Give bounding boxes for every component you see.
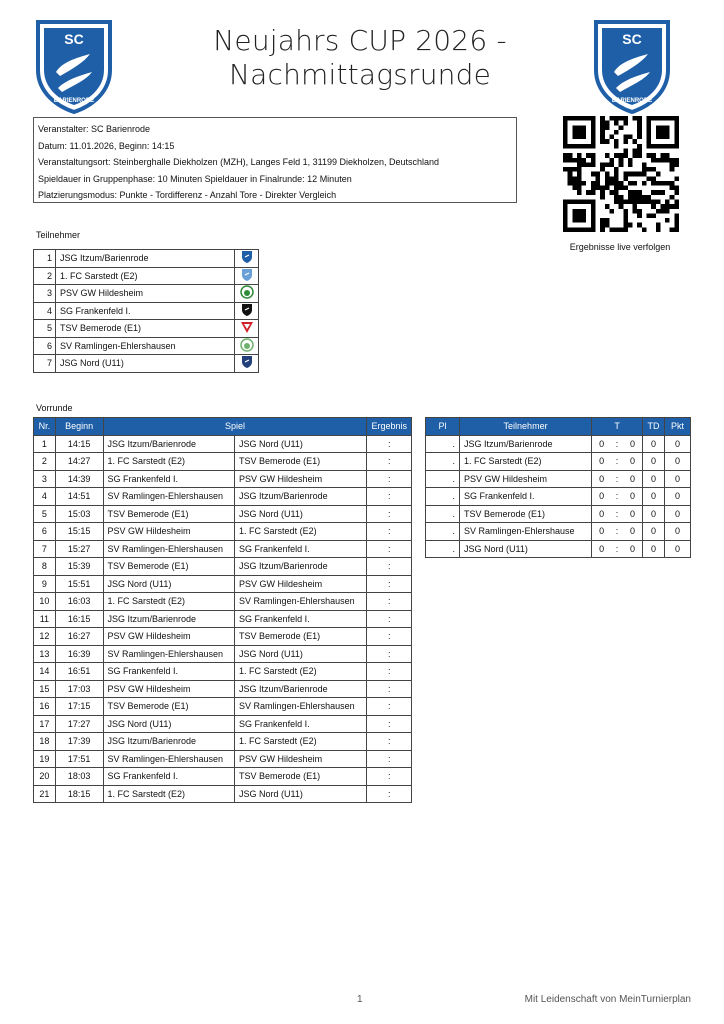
match-time: 18:15 [55, 785, 103, 803]
match-number: 11 [34, 610, 56, 628]
match-home-team: SV Ramlingen-Ehlershausen [103, 750, 235, 768]
match-away-team: PSV GW Hildesheim [235, 750, 367, 768]
standing-goal-diff: 0 [643, 505, 665, 523]
standing-points: 0 [665, 453, 691, 471]
standing-points: 0 [665, 435, 691, 453]
table-header-row [34, 418, 412, 436]
standing-points: 0 [665, 488, 691, 506]
match-away-team: SG Frankenfeld I. [235, 610, 367, 628]
table-row [34, 663, 412, 681]
match-result: : [367, 540, 412, 558]
match-away-team: SV Ramlingen-Ehlershausen [235, 593, 367, 611]
table-row [426, 540, 691, 558]
table-row [34, 628, 412, 646]
match-result: : [367, 733, 412, 751]
match-time: 17:15 [55, 698, 103, 716]
match-time: 16:15 [55, 610, 103, 628]
team-number: 3 [34, 285, 56, 303]
table-row [34, 645, 412, 663]
match-away-team: JSG Nord (U11) [235, 435, 367, 453]
table-row [34, 733, 412, 751]
match-time: 15:15 [55, 523, 103, 541]
table-row [426, 523, 691, 541]
match-result: : [367, 663, 412, 681]
info-organizer: Veranstalter: SC Barienrode [38, 124, 151, 134]
participants-label: Teilnehmer [36, 230, 81, 240]
standing-goal-diff: 0 [643, 453, 665, 471]
standing-place: . [426, 540, 460, 558]
match-home-team: PSV GW Hildesheim [103, 680, 235, 698]
match-away-team: 1. FC Sarstedt (E2) [235, 733, 367, 751]
match-number: 6 [34, 523, 56, 541]
match-time: 14:15 [55, 435, 103, 453]
team-name: 1. FC Sarstedt (E2) [56, 267, 235, 285]
standings-table [425, 417, 691, 558]
standing-points: 0 [665, 523, 691, 541]
tournament-info-box [33, 117, 517, 203]
team-name: PSV GW Hildesheim [56, 285, 235, 303]
team-number: 6 [34, 337, 56, 355]
shield-icon [235, 250, 259, 268]
match-home-team: JSG Itzum/Barienrode [103, 435, 235, 453]
match-time: 15:51 [55, 575, 103, 593]
standing-team: PSV GW Hildesheim [460, 470, 592, 488]
match-home-team: SV Ramlingen-Ehlershausen [103, 488, 235, 506]
logo-bottom-text: BARIENRODE [611, 98, 653, 104]
table-row [426, 453, 691, 471]
match-home-team: TSV Bemerode (E1) [103, 505, 235, 523]
standing-goals-separator: : [611, 453, 623, 471]
match-time: 17:27 [55, 715, 103, 733]
info-venue: Veranstaltungsort: Steinberghalle Diekholzen (MZH), Langes Feld 1, 31199 Diekholzen, Deutschland [38, 157, 440, 167]
standing-team: TSV Bemerode (E1) [460, 505, 592, 523]
standing-goals-for: 0 [592, 488, 612, 506]
standing-place: . [426, 435, 460, 453]
standing-goal-diff: 0 [643, 470, 665, 488]
standing-team: 1. FC Sarstedt (E2) [460, 453, 592, 471]
table-row [34, 575, 412, 593]
info-duration: Spieldauer in Gruppenphase: 10 Minuten Spieldauer in Finalrunde: 12 Minuten [38, 173, 352, 184]
round-icon [235, 337, 259, 355]
table-row [34, 470, 412, 488]
match-number: 18 [34, 733, 56, 751]
match-result: : [367, 575, 412, 593]
match-number: 5 [34, 505, 56, 523]
table-row [34, 785, 412, 803]
table-row [34, 768, 412, 786]
match-result: : [367, 645, 412, 663]
match-number: 4 [34, 488, 56, 506]
match-result: : [367, 610, 412, 628]
match-away-team: SG Frankenfeld I. [235, 540, 367, 558]
match-result: : [367, 785, 412, 803]
match-number: 8 [34, 558, 56, 576]
match-result: : [367, 628, 412, 646]
table-row [426, 488, 691, 506]
table-row [34, 505, 412, 523]
team-number: 1 [34, 250, 56, 268]
list-item [34, 355, 259, 373]
match-number: 17 [34, 715, 56, 733]
match-result: : [367, 523, 412, 541]
list-item [34, 267, 259, 285]
team-number: 2 [34, 267, 56, 285]
team-number: 4 [34, 302, 56, 320]
standing-team: SV Ramlingen-Ehlershause [460, 523, 592, 541]
match-time: 17:39 [55, 733, 103, 751]
match-number: 12 [34, 628, 56, 646]
match-result: : [367, 768, 412, 786]
match-number: 14 [34, 663, 56, 681]
match-away-team: PSV GW Hildesheim [235, 470, 367, 488]
match-number: 20 [34, 768, 56, 786]
triangle-icon [235, 320, 259, 338]
standing-goal-diff: 0 [643, 540, 665, 558]
page-title [150, 24, 570, 92]
match-result: : [367, 505, 412, 523]
match-home-team: SV Ramlingen-Ehlershausen [103, 645, 235, 663]
match-time: 16:51 [55, 663, 103, 681]
match-number: 9 [34, 575, 56, 593]
qr-code-icon[interactable] [560, 116, 682, 232]
list-item [34, 285, 259, 303]
match-away-team: PSV GW Hildesheim [235, 575, 367, 593]
standing-place: . [426, 488, 460, 506]
match-away-team: JSG Itzum/Barienrode [235, 680, 367, 698]
header-t: T [592, 418, 643, 436]
match-away-team: 1. FC Sarstedt (E2) [235, 523, 367, 541]
info-date: Datum: 11.01.2026, Beginn: 14:15 [38, 140, 175, 151]
match-home-team: PSV GW Hildesheim [103, 523, 235, 541]
table-row [34, 610, 412, 628]
match-time: 17:51 [55, 750, 103, 768]
standing-goals-separator: : [611, 505, 623, 523]
team-number: 5 [34, 320, 56, 338]
match-time: 14:51 [55, 488, 103, 506]
table-row [34, 593, 412, 611]
preliminary-label: Vorrunde [36, 403, 73, 413]
match-home-team: PSV GW Hildesheim [103, 628, 235, 646]
match-home-team: JSG Itzum/Barienrode [103, 610, 235, 628]
match-home-team: JSG Nord (U11) [103, 715, 235, 733]
logo-bottom-text: BARIENRODE [53, 98, 95, 104]
standing-goals-for: 0 [592, 453, 612, 471]
list-item [34, 302, 259, 320]
header-ergebnis: Ergebnis [367, 418, 412, 436]
club-logo-right [592, 18, 672, 114]
table-row [426, 470, 691, 488]
standing-goals-separator: : [611, 523, 623, 541]
match-time: 16:27 [55, 628, 103, 646]
standing-goals-against: 0 [623, 540, 643, 558]
match-away-team: 1. FC Sarstedt (E2) [235, 663, 367, 681]
standing-goals-for: 0 [592, 470, 612, 488]
match-result: : [367, 488, 412, 506]
match-result: : [367, 593, 412, 611]
table-row [34, 558, 412, 576]
match-number: 3 [34, 470, 56, 488]
match-result: : [367, 680, 412, 698]
match-result: : [367, 453, 412, 471]
table-row [34, 698, 412, 716]
standing-team: SG Frankenfeld I. [460, 488, 592, 506]
standing-place: . [426, 453, 460, 471]
logo-top-text: SC [64, 31, 84, 47]
match-result: : [367, 470, 412, 488]
match-away-team: TSV Bemerode (E1) [235, 628, 367, 646]
shield-icon [235, 355, 259, 373]
match-away-team: SV Ramlingen-Ehlershausen [235, 698, 367, 716]
title-line-1: Neujahrs CUP 2026 - [213, 24, 507, 57]
match-result: : [367, 558, 412, 576]
team-name: SV Ramlingen-Ehlershausen [56, 337, 235, 355]
match-result: : [367, 750, 412, 768]
standing-place: . [426, 523, 460, 541]
standing-goals-against: 0 [623, 523, 643, 541]
table-row [34, 715, 412, 733]
match-number: 19 [34, 750, 56, 768]
standing-goals-for: 0 [592, 435, 612, 453]
standing-goals-for: 0 [592, 523, 612, 541]
standing-goals-for: 0 [592, 540, 612, 558]
match-away-team: JSG Nord (U11) [235, 785, 367, 803]
match-home-team: 1. FC Sarstedt (E2) [103, 453, 235, 471]
table-row [34, 750, 412, 768]
standing-goals-separator: : [611, 540, 623, 558]
match-time: 14:27 [55, 453, 103, 471]
team-name: TSV Bemerode (E1) [56, 320, 235, 338]
match-number: 7 [34, 540, 56, 558]
participants-table [33, 249, 259, 373]
table-header-row [426, 418, 691, 436]
standing-goals-against: 0 [623, 453, 643, 471]
standing-team: JSG Itzum/Barienrode [460, 435, 592, 453]
match-schedule-table [33, 417, 412, 803]
match-time: 16:39 [55, 645, 103, 663]
match-time: 15:39 [55, 558, 103, 576]
match-number: 13 [34, 645, 56, 663]
team-name: JSG Itzum/Barienrode [56, 250, 235, 268]
standing-goals-separator: : [611, 488, 623, 506]
footer-brand: Mit Leidenschaft von MeinTurnierplan [524, 994, 691, 1005]
standing-goal-diff: 0 [643, 488, 665, 506]
table-row [34, 540, 412, 558]
info-ranking-mode: Platzierungsmodus: Punkte - Tordifferenz - Anzahl Tore - Direkter Vergleich [38, 190, 337, 200]
standing-place: . [426, 505, 460, 523]
standing-goals-for: 0 [592, 505, 612, 523]
table-row [426, 435, 691, 453]
table-row [34, 435, 412, 453]
page-number: 1 [357, 994, 363, 1005]
team-name: SG Frankenfeld I. [56, 302, 235, 320]
match-number: 16 [34, 698, 56, 716]
standing-goals-against: 0 [623, 488, 643, 506]
match-number: 2 [34, 453, 56, 471]
match-home-team: SV Ramlingen-Ehlershausen [103, 540, 235, 558]
match-away-team: JSG Itzum/Barienrode [235, 488, 367, 506]
match-home-team: TSV Bemerode (E1) [103, 558, 235, 576]
shield-icon [235, 302, 259, 320]
standing-goals-against: 0 [623, 435, 643, 453]
round-icon [235, 285, 259, 303]
header-pl: Pl [426, 418, 460, 436]
qr-caption: Ergebnisse live verfolgen [569, 242, 671, 252]
standing-goals-against: 0 [623, 505, 643, 523]
shield-icon [235, 267, 259, 285]
standing-points: 0 [665, 470, 691, 488]
match-home-team: SG Frankenfeld I. [103, 663, 235, 681]
header-team: Teilnehmer [460, 418, 592, 436]
match-time: 16:03 [55, 593, 103, 611]
match-away-team: JSG Nord (U11) [235, 505, 367, 523]
header-pkt: Pkt [665, 418, 691, 436]
match-away-team: TSV Bemerode (E1) [235, 768, 367, 786]
header-spiel: Spiel [103, 418, 367, 436]
match-number: 15 [34, 680, 56, 698]
standing-goals-against: 0 [623, 470, 643, 488]
logo-top-text: SC [622, 31, 642, 47]
list-item [34, 337, 259, 355]
match-home-team: SG Frankenfeld I. [103, 768, 235, 786]
match-time: 18:03 [55, 768, 103, 786]
match-away-team: JSG Nord (U11) [235, 645, 367, 663]
header-td: TD [643, 418, 665, 436]
match-number: 1 [34, 435, 56, 453]
standing-points: 0 [665, 540, 691, 558]
match-number: 10 [34, 593, 56, 611]
match-result: : [367, 715, 412, 733]
standing-goals-separator: : [611, 470, 623, 488]
list-item [34, 320, 259, 338]
table-row [34, 680, 412, 698]
match-time: 14:39 [55, 470, 103, 488]
match-time: 15:03 [55, 505, 103, 523]
title-line-2: Nachmittagsrunde [228, 58, 491, 91]
header-nr: Nr. [34, 418, 56, 436]
standing-team: JSG Nord (U11) [460, 540, 592, 558]
table-row [34, 488, 412, 506]
table-row [34, 453, 412, 471]
match-home-team: SG Frankenfeld I. [103, 470, 235, 488]
match-result: : [367, 435, 412, 453]
match-home-team: JSG Nord (U11) [103, 575, 235, 593]
standing-points: 0 [665, 505, 691, 523]
match-away-team: SG Frankenfeld I. [235, 715, 367, 733]
table-row [34, 523, 412, 541]
match-time: 15:27 [55, 540, 103, 558]
match-away-team: TSV Bemerode (E1) [235, 453, 367, 471]
standing-goal-diff: 0 [643, 435, 665, 453]
list-item [34, 250, 259, 268]
match-home-team: JSG Itzum/Barienrode [103, 733, 235, 751]
standing-goals-separator: : [611, 435, 623, 453]
team-number: 7 [34, 355, 56, 373]
match-time: 17:03 [55, 680, 103, 698]
match-result: : [367, 698, 412, 716]
table-row [426, 505, 691, 523]
match-home-team: 1. FC Sarstedt (E2) [103, 593, 235, 611]
standing-place: . [426, 470, 460, 488]
match-home-team: TSV Bemerode (E1) [103, 698, 235, 716]
header-beginn: Beginn [55, 418, 103, 436]
team-name: JSG Nord (U11) [56, 355, 235, 373]
club-logo-left [34, 18, 114, 114]
match-away-team: JSG Itzum/Barienrode [235, 558, 367, 576]
match-home-team: 1. FC Sarstedt (E2) [103, 785, 235, 803]
match-number: 21 [34, 785, 56, 803]
standing-goal-diff: 0 [643, 523, 665, 541]
